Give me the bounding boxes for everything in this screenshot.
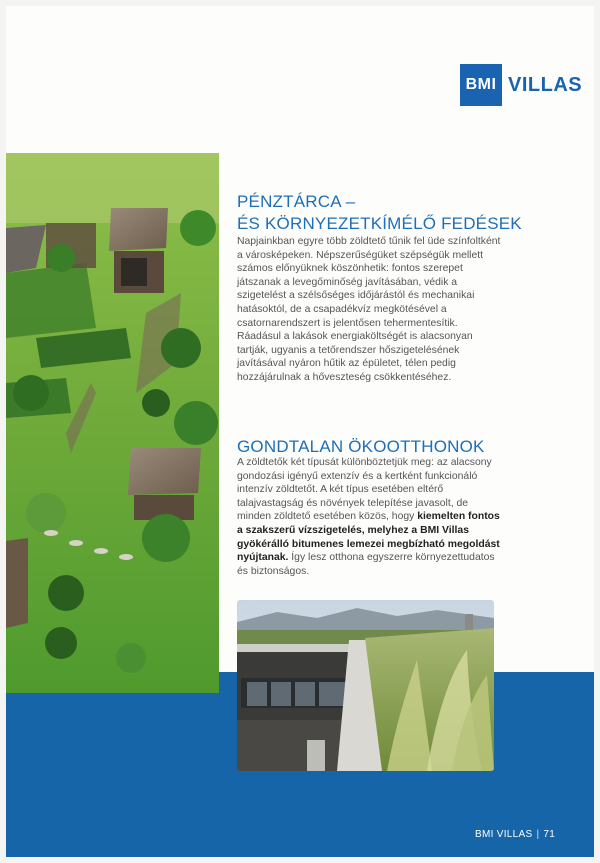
section2-heading: GONDTALAN ÖKOOTTHONOK [237, 437, 485, 456]
section2-body-highlight: kiemelten fontos a szakszerű vízszigetelés, melyhez a BMI Villas gyökérálló bitumenes lemezei megbízható megoldást nyújtanak. [237, 511, 500, 564]
logo-text: VILLAS [508, 73, 583, 96]
green-roof-cabins-photo [6, 153, 219, 693]
page-footer [475, 829, 555, 840]
section1-heading-line2: ÉS KÖRNYEZETKÍMÉLŐ FEDÉSEK [237, 214, 522, 233]
section1-heading-line1: PÉNZTÁRCA – [237, 192, 356, 211]
footer-separator: | [536, 829, 540, 840]
footer-brand: BMI VILLAS [475, 829, 533, 840]
section1-body: Napjainkban egyre több zöldtető tűnik fel üde színfoltként a városképeken. Népszerűségüket szépségük mellett számos előnyüknek köszönhetik: fontos szerepet játszanak a levegőminőség javításában, védik a szigetelést a szélsőséges időjárástól és mechanikai hatásoktól, de a csapadékvíz megkötésével a csatornarendszert is jelentősen tehermentesítik. Ráadásul a lakások energiaköltségét is alacsonyan tartják, ugyanis a tetőrendszer hőszigetelésének javításával nyáron hűtik az épületet, télen pedig hozzájárulnak a hőveszteség csökkentéséhez. [237, 236, 501, 383]
section2-body-end: Így lesz otthona egyszerre környezettudatos és biztonságos. [237, 552, 495, 577]
section2-body-start: A zöldtetők két típusát különböztetjük meg: az alacsony gondozási igényű extenzív és a kertként funkcionáló intenzív zöldtetőt. A két típus esetében eltérő talajvastagság és növények telepítése javasolt, de minden zöldtető esetében közös, hogy [237, 457, 492, 523]
bmi-villas-logo [460, 64, 582, 106]
green-roof-terrace-photo [237, 600, 494, 771]
page-number: 71 [543, 829, 556, 840]
section2-body [237, 456, 502, 578]
logo-mark: BMI [460, 64, 502, 106]
